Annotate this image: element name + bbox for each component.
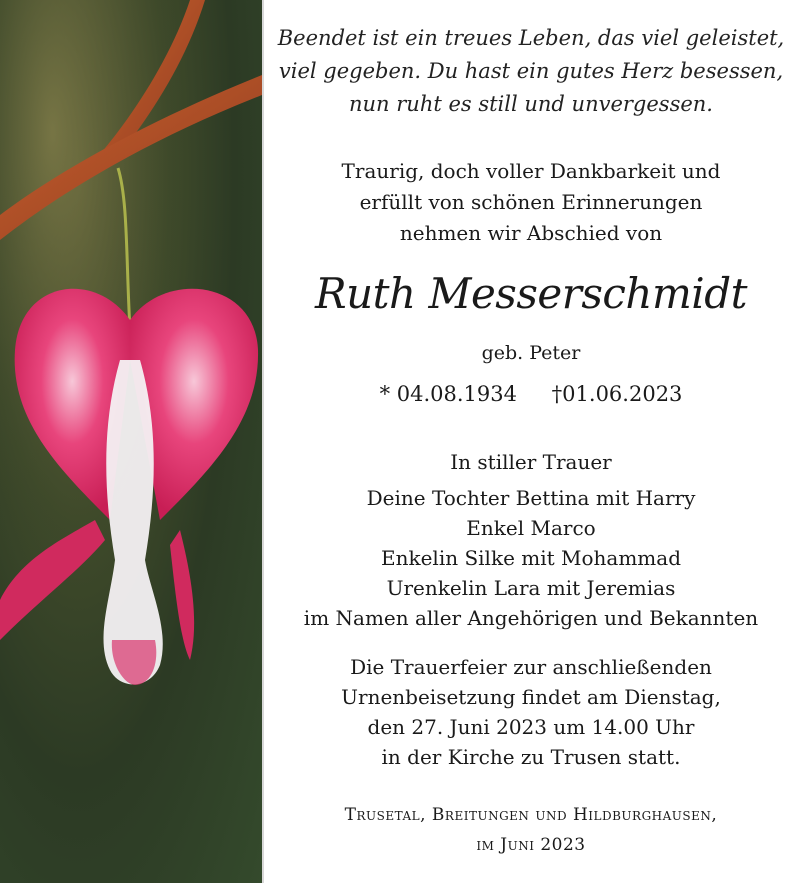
flower-photo — [0, 0, 262, 883]
death-date: †01.06.2023 — [551, 382, 683, 406]
mourner: Deine Tochter Bettina mit Harry — [366, 486, 696, 510]
mourner: Enkel Marco — [466, 516, 596, 540]
place-date — [270, 800, 792, 860]
intro-line: nehmen wir Abschied von — [399, 221, 663, 245]
birth-name: geb. Peter — [481, 342, 581, 364]
date-line: im Juni 2023 — [476, 835, 586, 855]
funeral-line: in der Kirche zu Trusen statt. — [381, 745, 681, 769]
grief-line: In stiller Trauer — [450, 450, 612, 474]
mourner: Enkelin Silke mit Mohammad — [380, 546, 681, 570]
mourner: Urenkelin Lara mit Jeremias — [386, 576, 676, 600]
place-line: Trusetal, Breitungen und Hildburghausen, — [344, 805, 718, 825]
funeral-line: den 27. Juni 2023 um 14.00 Uhr — [367, 715, 695, 739]
poem — [270, 22, 792, 121]
poem-line: nun ruht es still und unvergessen. — [349, 92, 713, 116]
mourner: im Namen aller Angehörigen und Bekannten — [303, 606, 759, 630]
funeral-line: Die Trauerfeier zur anschließenden — [350, 655, 712, 679]
intro-text — [270, 156, 792, 249]
funeral-line: Urnenbeisetzung findet am Dienstag, — [341, 685, 721, 709]
funeral-notice — [270, 652, 792, 772]
mourners-list — [270, 483, 792, 633]
deceased-name: Ruth Messerschmidt — [315, 269, 747, 318]
bleeding-heart-flower-illustration — [0, 0, 262, 883]
intro-line: Traurig, doch voller Dankbarkeit und — [341, 159, 721, 183]
divider — [262, 0, 264, 883]
poem-line: viel gegeben. Du hast ein gutes Herz besessen, — [278, 59, 784, 83]
birth-date: * 04.08.1934 — [379, 382, 517, 406]
intro-line: erfüllt von schönen Erinnerungen — [359, 190, 703, 214]
life-dates — [270, 380, 792, 408]
poem-line: Beendet ist ein treues Leben, das viel geleistet, — [277, 26, 785, 50]
